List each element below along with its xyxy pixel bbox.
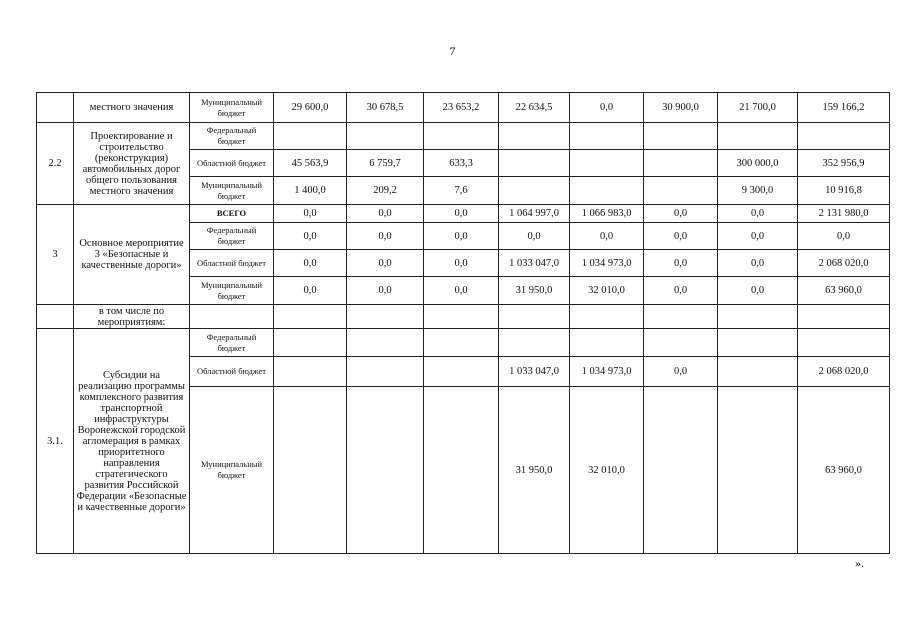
funding-source xyxy=(190,305,274,329)
value-cell xyxy=(718,123,798,150)
value-cell: 21 700,0 xyxy=(718,93,798,123)
value-cell: 32 010,0 xyxy=(570,277,644,305)
value-cell: 45 563,9 xyxy=(274,150,347,177)
funding-source: Муниципальный бюджет xyxy=(190,177,274,205)
value-cell xyxy=(347,329,424,357)
closing-quote-mark: ». xyxy=(855,556,864,570)
value-cell: 0,0 xyxy=(570,223,644,250)
row-number: 2.2 xyxy=(37,123,74,205)
value-cell xyxy=(274,329,347,357)
value-cell xyxy=(644,177,718,205)
funding-source: Муниципальный бюджет xyxy=(190,277,274,305)
measure-name: в том числе по мероприятиям: xyxy=(74,305,190,329)
table-row xyxy=(37,123,890,150)
value-cell xyxy=(274,305,347,329)
value-cell: 9 300,0 xyxy=(718,177,798,205)
total-cell: 2 068 020,0 xyxy=(798,357,890,387)
value-cell: 1 033 047,0 xyxy=(499,250,570,277)
table-row xyxy=(37,329,890,357)
value-cell xyxy=(274,357,347,387)
value-cell xyxy=(347,387,424,554)
value-cell: 0,0 xyxy=(424,205,499,223)
value-cell: 22 634,5 xyxy=(499,93,570,123)
value-cell: 0,0 xyxy=(644,277,718,305)
value-cell: 0,0 xyxy=(644,250,718,277)
total-cell: 352 956,9 xyxy=(798,150,890,177)
measure-name: Проектирование и строительство (реконструкция) автомобильных дорог общего пользования местного значения xyxy=(74,123,190,205)
measure-name: Основное мероприятие 3 «Безопасные и качественные дороги» xyxy=(74,205,190,305)
value-cell xyxy=(718,387,798,554)
value-cell xyxy=(424,305,499,329)
value-cell: 0,0 xyxy=(347,250,424,277)
funding-source: Муниципальный бюджет xyxy=(190,93,274,123)
value-cell: 0,0 xyxy=(347,223,424,250)
value-cell xyxy=(644,305,718,329)
funding-source: Областной бюджет xyxy=(190,250,274,277)
value-cell xyxy=(644,150,718,177)
value-cell: 29 600,0 xyxy=(274,93,347,123)
value-cell: 300 000,0 xyxy=(718,150,798,177)
value-cell: 0,0 xyxy=(274,250,347,277)
value-cell xyxy=(499,123,570,150)
funding-source: Федеральный бюджет xyxy=(190,223,274,250)
value-cell xyxy=(424,387,499,554)
value-cell: 0,0 xyxy=(718,250,798,277)
value-cell: 32 010,0 xyxy=(570,387,644,554)
funding-source: Федеральный бюджет xyxy=(190,123,274,150)
value-cell xyxy=(347,123,424,150)
value-cell xyxy=(347,305,424,329)
value-cell: 1 033 047,0 xyxy=(499,357,570,387)
value-cell xyxy=(570,150,644,177)
total-cell: 10 916,8 xyxy=(798,177,890,205)
value-cell: 0,0 xyxy=(274,223,347,250)
value-cell: 31 950,0 xyxy=(499,387,570,554)
funding-source-total: ВСЕГО xyxy=(190,205,274,223)
value-cell xyxy=(274,123,347,150)
table-row xyxy=(37,93,890,123)
value-cell xyxy=(570,329,644,357)
value-cell: 1 066 983,0 xyxy=(570,205,644,223)
value-cell: 209,2 xyxy=(347,177,424,205)
budget-table xyxy=(36,92,890,554)
value-cell: 23 653,2 xyxy=(424,93,499,123)
value-cell: 0,0 xyxy=(499,223,570,250)
value-cell: 0,0 xyxy=(718,223,798,250)
value-cell xyxy=(718,329,798,357)
total-cell: 0,0 xyxy=(798,223,890,250)
value-cell: 30 678,5 xyxy=(347,93,424,123)
page-number: 7 xyxy=(449,44,456,58)
total-cell: 63 960,0 xyxy=(798,387,890,554)
total-cell: 2 068 020,0 xyxy=(798,250,890,277)
total-cell xyxy=(798,123,890,150)
value-cell: 0,0 xyxy=(644,205,718,223)
total-cell: 63 960,0 xyxy=(798,277,890,305)
total-cell: 159 166,2 xyxy=(798,93,890,123)
value-cell xyxy=(570,177,644,205)
measure-name: Субсидии на реализацию программы комплексного развития транспортной инфраструктуры Воронежской городской агломерация в рамках приоритетного направления стратегического развития Российской Федерации «Безопасные и качественные дороги» xyxy=(74,329,190,554)
value-cell: 0,0 xyxy=(424,223,499,250)
value-cell xyxy=(718,305,798,329)
value-cell xyxy=(499,177,570,205)
value-cell xyxy=(499,305,570,329)
funding-source: Муниципальный бюджет xyxy=(190,387,274,554)
value-cell: 0,0 xyxy=(570,93,644,123)
total-cell xyxy=(798,329,890,357)
value-cell: 0,0 xyxy=(424,250,499,277)
table-row xyxy=(37,305,890,329)
value-cell: 0,0 xyxy=(347,205,424,223)
value-cell: 1 400,0 xyxy=(274,177,347,205)
value-cell: 0,0 xyxy=(347,277,424,305)
value-cell: 0,0 xyxy=(718,205,798,223)
funding-source: Областной бюджет xyxy=(190,150,274,177)
value-cell: 0,0 xyxy=(274,277,347,305)
table-row xyxy=(37,205,890,223)
value-cell xyxy=(499,150,570,177)
total-cell xyxy=(798,305,890,329)
value-cell: 1 034 973,0 xyxy=(570,357,644,387)
row-number xyxy=(37,93,74,123)
value-cell: 1 034 973,0 xyxy=(570,250,644,277)
row-number xyxy=(37,305,74,329)
value-cell xyxy=(499,329,570,357)
value-cell xyxy=(347,357,424,387)
row-number: 3.1. xyxy=(37,329,74,554)
value-cell: 0,0 xyxy=(644,223,718,250)
value-cell: 0,0 xyxy=(718,277,798,305)
value-cell xyxy=(274,387,347,554)
value-cell xyxy=(644,387,718,554)
value-cell: 6 759,7 xyxy=(347,150,424,177)
value-cell xyxy=(644,329,718,357)
value-cell: 0,0 xyxy=(274,205,347,223)
value-cell: 0,0 xyxy=(644,357,718,387)
value-cell: 31 950,0 xyxy=(499,277,570,305)
funding-source: Областной бюджет xyxy=(190,357,274,387)
value-cell: 0,0 xyxy=(424,277,499,305)
value-cell: 633,3 xyxy=(424,150,499,177)
value-cell xyxy=(644,123,718,150)
value-cell: 1 064 997,0 xyxy=(499,205,570,223)
value-cell xyxy=(718,357,798,387)
row-number: 3 xyxy=(37,205,74,305)
value-cell xyxy=(424,357,499,387)
value-cell xyxy=(570,123,644,150)
value-cell xyxy=(424,329,499,357)
value-cell xyxy=(570,305,644,329)
value-cell: 30 900,0 xyxy=(644,93,718,123)
total-cell: 2 131 980,0 xyxy=(798,205,890,223)
funding-source: Федеральный бюджет xyxy=(190,329,274,357)
measure-name: местного значения xyxy=(74,93,190,123)
value-cell xyxy=(424,123,499,150)
value-cell: 7,6 xyxy=(424,177,499,205)
